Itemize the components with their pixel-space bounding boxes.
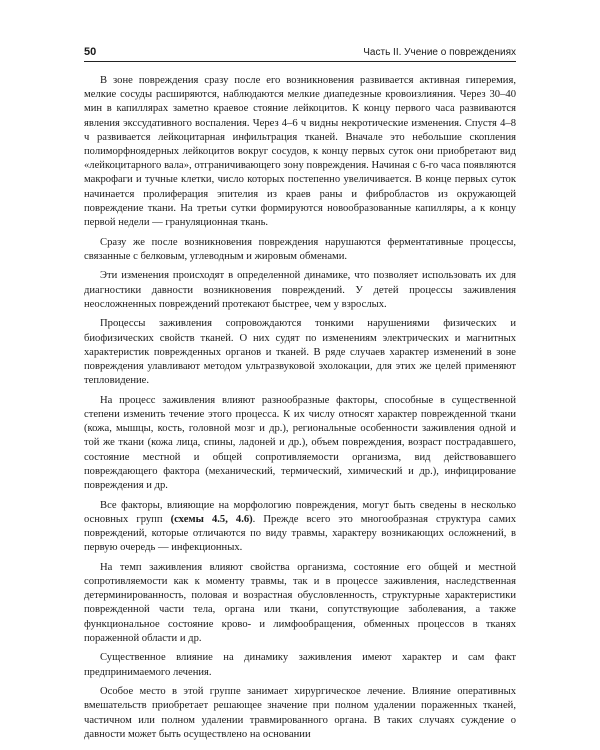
factor-groups-lead: Все факторы, влияющие на морфологию повреждения, могут быть сведены в несколько основных групп — [84, 499, 516, 525]
paragraph-healing-stages: В зоне повреждения сразу после его возникновения развивается активная гиперемия, мелкие сосуды расширяются, наблюдаются мелкие диапедезные кровоизлияния. Через 30–40 мин в капиллярах заметно краевое стояние лейкоцитов. К концу первого часа развиваются явления экссудативного воспаления. Через 4–6 ч видны некротические изменения. Спустя 4–8 ч развивается лейкоцитарная инфильтрация тканей. Вначале это небольшие скопления полиморфноядерных лейкоцитов вокруг сосудов, к концу первых суток они приобретают вид «лейкоцитарного вала», отграничивающего зону повреждения. Начиная с 6-го часа появляются макрофаги и тучные клетки, число которых постепенно увеличивается. В конце первых суток начинается пролиферация эпителия из краев раны и фибробластов из окружающей повреждение ткани. На третьи сутки формируются новообразованные капилляры, а к концу первой недели — грануляционная ткань. — [84, 75, 516, 229]
section-title: Часть II. Учение о повреждениях — [363, 47, 516, 58]
paragraph-healing-factors: На процесс заживления влияют разнообразные факторы, способные в существенной степени изменить течение этого процесса. К их числу относят характер поврежденной ткани (кожа, мышцы, кость, головной мозг и др.), региональные особенности заживления одной и той же ткани (кожа лица, спины, ладоней и др.), объем повреждения, возраст пострадавшего, состояние местной и общей сопротивляемости организма, вид действовавшего повреждающего фактора (механический, термический, химический и др.), инфицирование повреждения и др. — [84, 394, 516, 492]
page-number: 50 — [84, 46, 97, 58]
paragraph-factor-groups — [84, 499, 516, 556]
paragraph-dynamics: Эти изменения происходят в определенной динамике, что позволяет использовать их для диагностики давности возникновения повреждений. У детей процессы заживления неосложненных повреждений протекают быстрее, чем у взрослых. — [84, 270, 516, 310]
paragraph-organism-properties: На темп заживления влияют свойства организма, состояние его общей и местной сопротивляемости как к моменту травмы, так и в процессе заживления, наследственная детерминированность, половая и возрастная обусловленность, структурные характеристики поврежденной части тела, органа или ткани, сопутствующие заболевания, а также функциональное состояние крово- и лимфообращения, обменных процессов в тканях пораженной области и др. — [84, 561, 516, 644]
body-text — [84, 74, 516, 742]
paragraph-surgical-treatment: Особое место в этой группе занимает хирургическое лечение. Влияние оперативных вмешательств приобретает решающее значение при полном удалении пораженных тканей, частичном или полном удалении травмированного органа. В таких случаях суждение о давности может быть осуществлено на основании — [84, 686, 516, 740]
factor-groups-tail: . Прежде всего это многообразная структура самих повреждений, которые отличаются по виду травмы, характеру возникающих осложнений, в первую очередь — инфекционных. — [84, 513, 516, 554]
paragraph-enzymatic-changes: Сразу же после возникновения повреждения нарушаются ферментативные процессы, связанные с белковым, углеводным и жировым обменами. — [84, 236, 516, 262]
paragraph-treatment-influence: Существенное влияние на динамику заживления имеют характер и сам факт предпринимаемого лечения. — [84, 652, 516, 678]
paragraph-physical-properties: Процессы заживления сопровождаются тонкими нарушениями физических и биофизических свойств тканей. О них судят по изменениям электрических и магнитных характеристик поврежденных органов и тканей. В ряде случаев характер изменений в зоне повреждения улавливают методом ультразвуковой эхолокации, для этих же целей применяют тепловидение. — [84, 318, 516, 387]
running-head — [84, 46, 516, 62]
book-page — [84, 46, 516, 747]
schemes-reference: (схемы 4.5, 4.6) — [170, 513, 253, 525]
